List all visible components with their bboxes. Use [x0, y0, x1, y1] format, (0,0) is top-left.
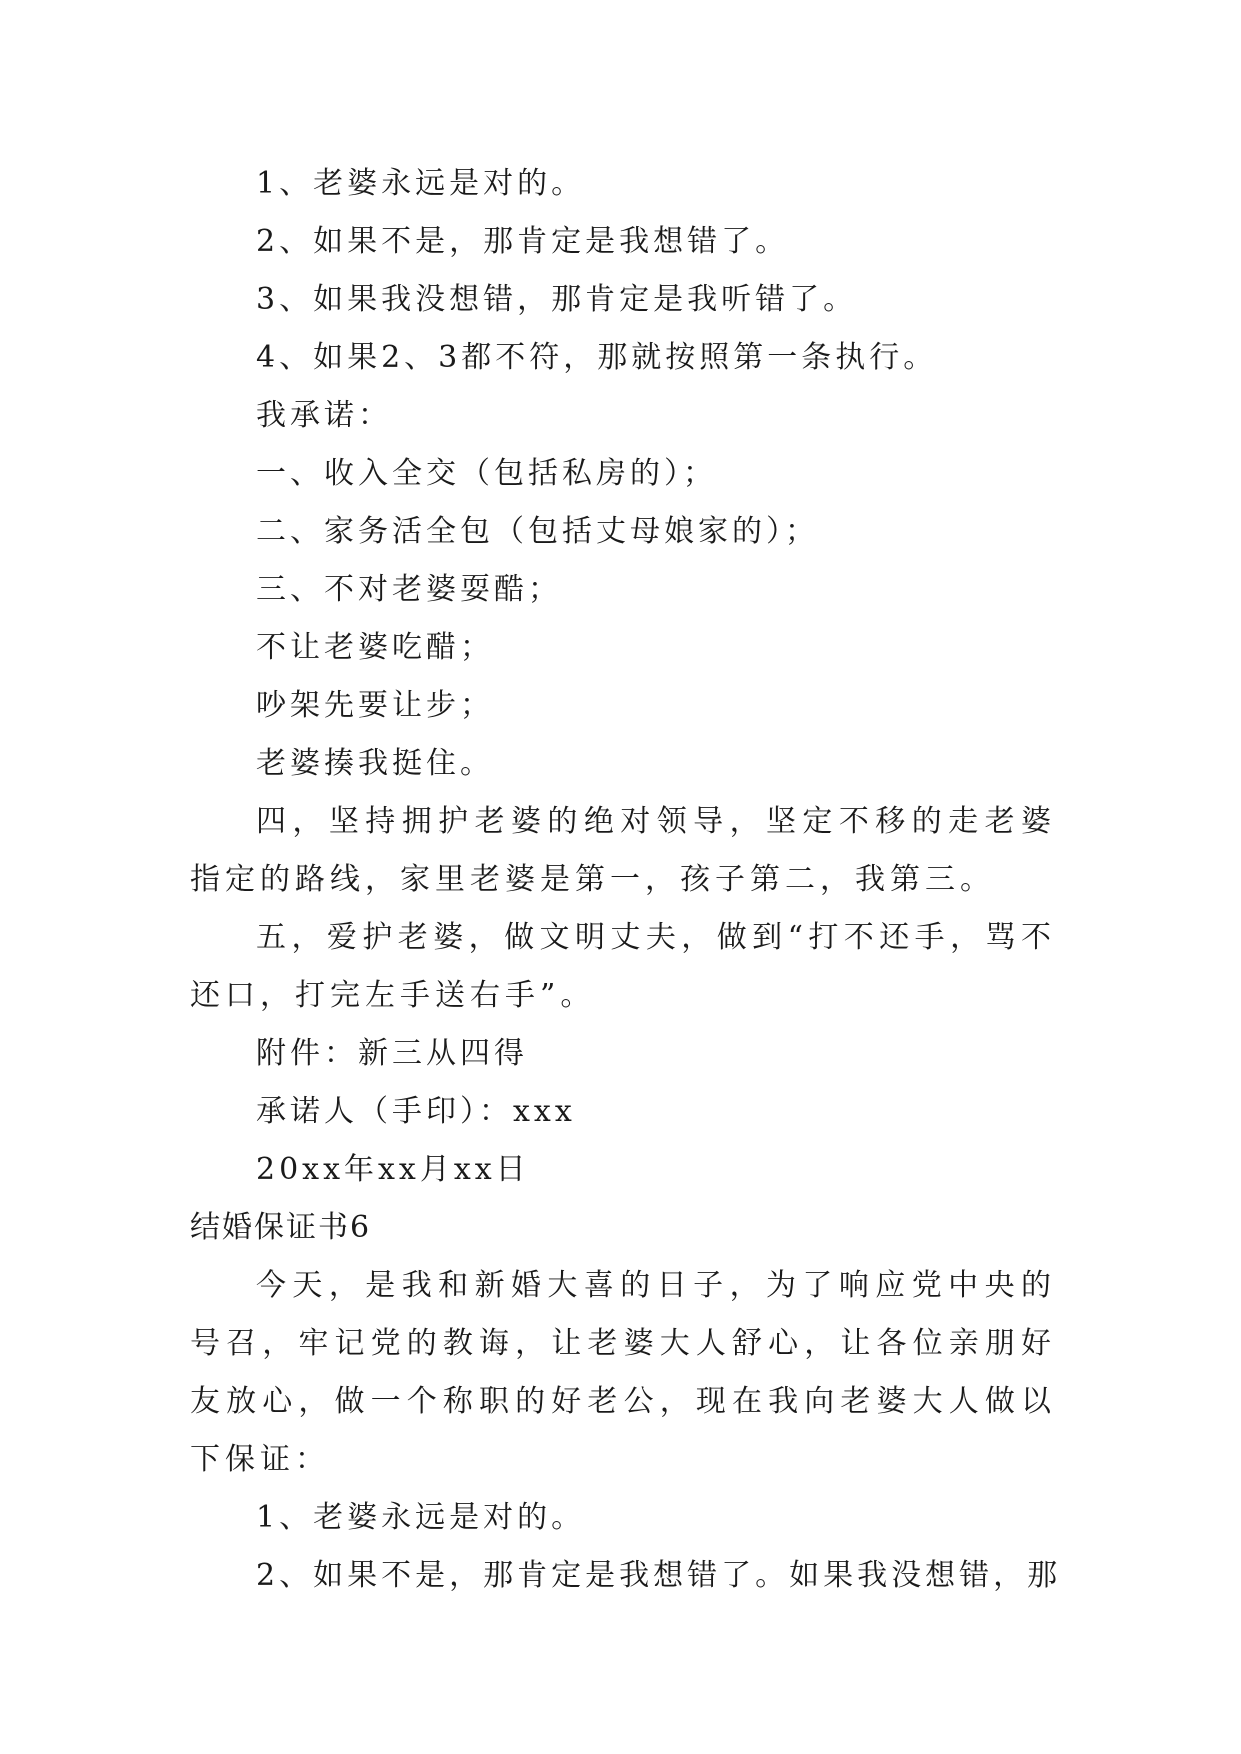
promise-4: 四，坚持拥护老婆的绝对领导，坚定不移的走老婆指定的路线，家里老婆是第一，孩子第二，我第三。: [190, 804, 1056, 897]
rule-3: 3、如果我没想错，那肯定是我听错了。: [256, 282, 858, 317]
rule-4: 4、如果2、3都不符，那就按照第一条执行。: [256, 340, 938, 375]
rule-2: 2、如果不是，那肯定是我想错了。: [256, 224, 790, 259]
section-title: 结婚保证书6: [190, 1210, 372, 1245]
rule-1: 1、老婆永远是对的。: [256, 166, 586, 201]
promise-heading: 我承诺：: [256, 398, 392, 433]
second-rule-2: 2、如果不是，那肯定是我想错了。如果我没想错，那: [256, 1558, 1062, 1593]
promiser-line: 承诺人（手印）：xxx: [256, 1094, 576, 1129]
promise-2: 二、家务活全包（包括丈母娘家的）；: [256, 514, 819, 549]
promise-3: 三、不对老婆耍酷；: [256, 572, 562, 607]
promise-1: 一、收入全交（包括私房的）；: [256, 456, 717, 491]
intro-paragraph: 今天，是我和新婚大喜的日子，为了响应党中央的号召，牢记党的教诲，让老婆大人舒心，让各位亲朋好友放心，做一个称职的好老公，现在我向老婆大人做以下保证：: [190, 1268, 1056, 1477]
second-rule-1: 1、老婆永远是对的。: [256, 1500, 586, 1535]
attachment-line: 附件：新三从四得: [256, 1036, 528, 1071]
promise-3b: 吵架先要让步；: [256, 688, 494, 723]
promise-3c: 老婆揍我挺住。: [256, 746, 494, 781]
date-line: 20xx年xx月xx日: [256, 1152, 530, 1187]
document-body: [190, 155, 1062, 1605]
promise-3a: 不让老婆吃醋；: [256, 630, 494, 665]
promise-5: 五，爱护老婆，做文明丈夫，做到“打不还手，骂不还口，打完左手送右手”。: [190, 920, 1056, 1013]
